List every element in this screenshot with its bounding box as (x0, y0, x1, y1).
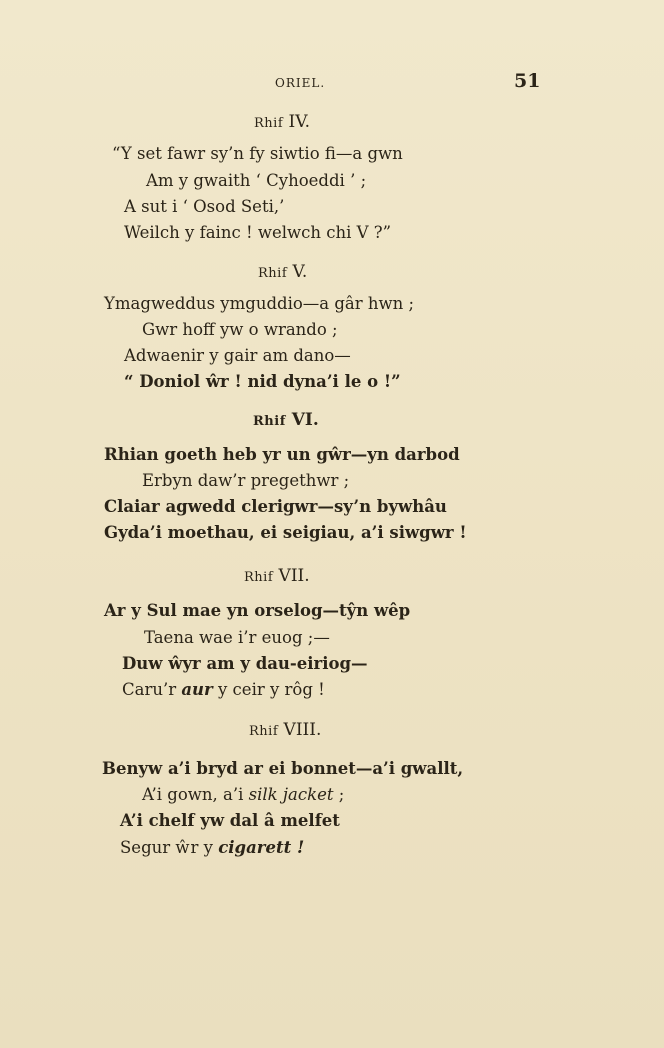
verse-line (142, 785, 344, 804)
heading-label: Rhif (253, 414, 286, 429)
section-heading-viii (249, 720, 321, 740)
verse-line: Gwr hoff yw o wrando ; (142, 320, 338, 339)
section-heading-vi (253, 410, 319, 430)
verse-line: Claiar agwedd clerigwr—sy’n bywhâu (104, 497, 447, 516)
verse-line: Benyw a’i bryd ar ei bonnet—a’i gwallt, (102, 759, 464, 778)
page-number: 51 (514, 70, 541, 92)
verse-text: Segur ŵr y (120, 838, 219, 857)
verse-line: A’i chelf yw dal â melfet (120, 811, 340, 830)
verse-italic: silk jacket (248, 785, 334, 804)
verse-text: A’i gown, a’i (142, 785, 249, 804)
heading-number: VIII. (283, 720, 322, 740)
heading-number: IV. (288, 112, 310, 132)
verse-line: Taena wae i’r euog ;— (144, 628, 330, 647)
verse-line: Erbyn daw’r pregethwr ; (142, 471, 350, 490)
verse-line: Ar y Sul mae yn orselog—tŷn wêp (104, 601, 411, 620)
verse-italic: cigarett ! (218, 838, 305, 857)
section-heading-v (258, 262, 307, 282)
verse-line: Am y gwaith ‘ Cyhoeddi ’ ; (146, 171, 367, 190)
heading-label: Rhif (258, 266, 288, 281)
heading-number: VII. (278, 566, 310, 586)
verse-italic: aur (181, 680, 213, 699)
verse-text: y ceir y rôg ! (212, 680, 325, 699)
heading-number: VI. (291, 410, 319, 430)
section-heading-iv (254, 112, 310, 132)
verse-line: “Y set fawr sy’n fy siwtio fi—a gwn (112, 144, 403, 163)
heading-number: V. (292, 262, 308, 282)
verse-line (122, 680, 325, 699)
section-heading-vii (244, 566, 310, 586)
verse-line (120, 838, 304, 857)
verse-text: ; (333, 785, 345, 804)
verse-line: Duw ŵyr am y dau-eiriog— (122, 654, 368, 673)
verse-line: Weilch y fainc ! welwch chi V ?” (124, 223, 392, 242)
running-header: ORIEL. (275, 76, 326, 90)
verse-line: Adwaenir y gair am dano— (124, 346, 351, 365)
verse-line: Gyda’i moethau, ei seigiau, a’i siwgwr ! (104, 523, 467, 542)
heading-label: Rhif (244, 570, 274, 585)
verse-line: A sut i ‘ Osod Seti,’ (124, 197, 285, 216)
heading-label: Rhif (254, 116, 284, 131)
heading-label: Rhif (249, 724, 279, 739)
verse-text: Caru’r (122, 680, 182, 699)
verse-line: Ymagweddus ymguddio—a gâr hwn ; (104, 294, 415, 313)
verse-line: Rhian goeth heb yr un gŵr—yn darbod (104, 445, 460, 464)
verse-line: “ Doniol ŵr ! nid dyna’i le o !” (124, 372, 401, 391)
